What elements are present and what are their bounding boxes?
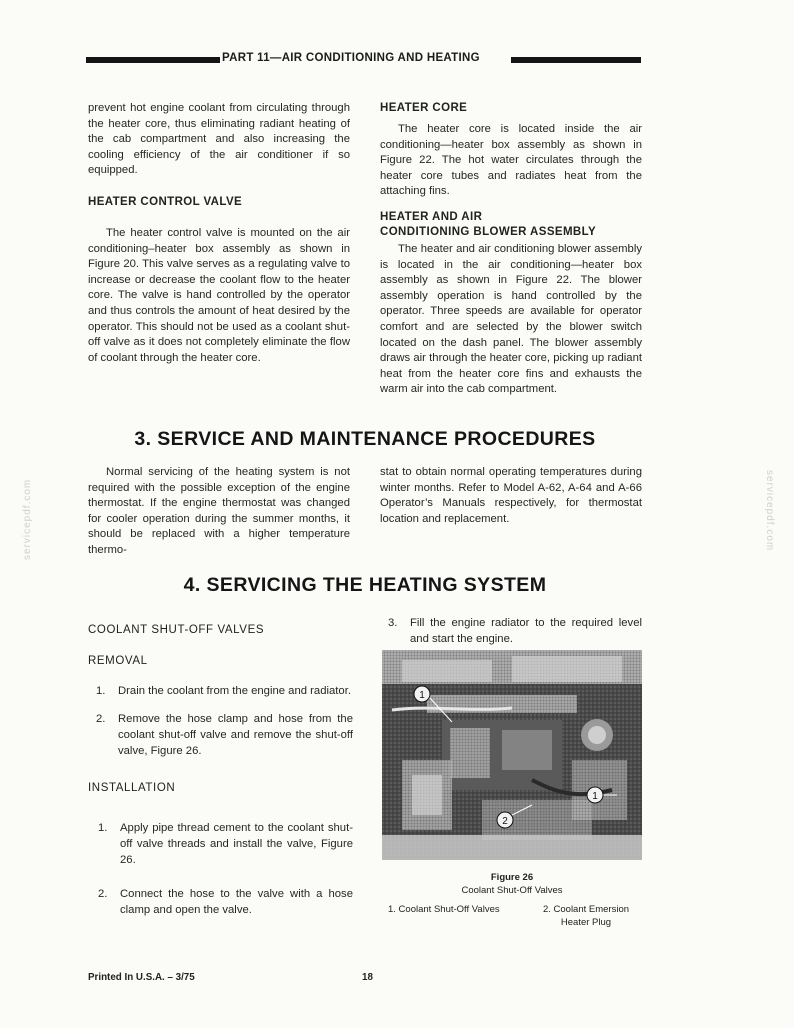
section-3-right-paragraph: stat to obtain normal operating temperatures during winter months. Refer to Model A-62, A-64 and A-66 Operator’s Manuals respectively, for thermostat location and replacement.	[380, 466, 642, 525]
blower-assembly-body: The heater and air conditioning blower assembly is located in the air conditioning—heater box assembly as shown in Figure 22. The blower assembly operation is hand controlled by the operator. Three speeds are available for operator comfort and are selected by the blower switch located on the dash panel. The blower assembly draws air through the heater core, picking up radiant heat from the heater core fins and exhausts the warm air into the cab compartment.	[380, 242, 642, 396]
figure-legend-2: 2. Coolant Emersion Heater Plug	[542, 904, 630, 928]
blower-assembly-heading-line2: CONDITIONING BLOWER ASSEMBLY	[380, 225, 597, 238]
installation-step: 2. Connect the hose to the valve with a hose clamp and open the valve.	[98, 888, 353, 916]
footer-printed: Printed In U.S.A. – 3/75	[88, 972, 195, 983]
right-column-top	[380, 101, 642, 398]
section-4-title: 4. SERVICING THE HEATING SYSTEM	[183, 574, 547, 596]
watermark-right: servicepdf.com	[764, 470, 775, 552]
svg-text:1: 1	[592, 791, 598, 802]
blower-assembly-heading-line1: HEATER AND AIR	[380, 210, 483, 223]
svg-text:1: 1	[419, 690, 425, 701]
left-column-top	[88, 101, 350, 366]
page-header	[86, 52, 641, 68]
removal-steps	[88, 683, 353, 759]
callout-1-right	[587, 787, 603, 803]
installation-steps	[88, 820, 353, 918]
heater-control-valve-heading: HEATER CONTROL VALVE	[88, 195, 243, 208]
removal-step: 1. Drain the coolant from the engine and radiator.	[96, 685, 351, 697]
coolant-shut-off-valves-heading: COOLANT SHUT-OFF VALVES	[88, 624, 265, 636]
removal-heading: REMOVAL	[88, 655, 148, 667]
right-column-steps	[388, 615, 642, 647]
fill-radiator-step: 3. Fill the engine radiator to the required level and start the engine.	[388, 617, 642, 645]
figure-legend-1: 1. Coolant Shut-Off Valves	[388, 904, 500, 915]
header-rule-right	[511, 57, 641, 63]
heater-core-body: The heater core is located inside the air conditioning—heater box assembly as shown in Figure 22. The hot water circulates through the heater core tubes and radiates heat from the attaching fins.	[380, 123, 642, 198]
svg-text:2: 2	[502, 816, 508, 827]
heater-control-valve-body: The heater control valve is mounted on the air conditioning–heater box assembly as shown in Figure 20. This valve serves as a regulating valve to increase or decrease the coolant flow to the heater core. The valve is hand controlled by the operator and thus controls the amount of heat desired by the operator. This should not be used as a coolant shut-off valve as it does not completely eliminate the flow of coolant through the heater core.	[88, 226, 350, 364]
left-column-section-4	[88, 623, 353, 918]
removal-step: 2. Remove the hose clamp and hose from the coolant shut-off valve and remove the shut-off valve, Figure 26.	[96, 713, 353, 757]
section-3-title: 3. SERVICE AND MAINTENANCE PROCEDURES	[134, 428, 596, 450]
header-rule-left	[86, 57, 220, 63]
engine-photo-illustration	[382, 650, 642, 860]
section-3-left-paragraph: Normal servicing of the heating system is not required with the possible exception of the engine thermostat. If the engine thermostat was changed for cooler operation during the summer months, it should be replaced with a higher temperature thermo-	[88, 466, 350, 556]
header-title: PART 11—AIR CONDITIONING AND HEATING	[222, 52, 480, 64]
installation-step: 1. Apply pipe thread cement to the coolant shut-off valve threads and install the valve, Figure 26.	[98, 822, 353, 866]
figure-label: Figure 26	[490, 872, 534, 883]
figure-26-photo	[382, 650, 642, 860]
watermark-left: servicepdf.com	[22, 478, 33, 560]
page-number: 18	[362, 972, 373, 983]
installation-heading: INSTALLATION	[88, 782, 176, 794]
intro-paragraph: prevent hot engine coolant from circulating through the heater core, thus eliminating radiant heating of the cab compartment and also increasing the cooling efficiency of the air conditioner if so equipped.	[88, 102, 350, 177]
figure-title: Coolant Shut-Off Valves	[461, 885, 563, 896]
callout-1-top	[414, 686, 430, 702]
heater-core-heading: HEATER CORE	[380, 102, 468, 114]
figure-26-caption	[382, 871, 642, 897]
callout-2	[497, 812, 513, 828]
